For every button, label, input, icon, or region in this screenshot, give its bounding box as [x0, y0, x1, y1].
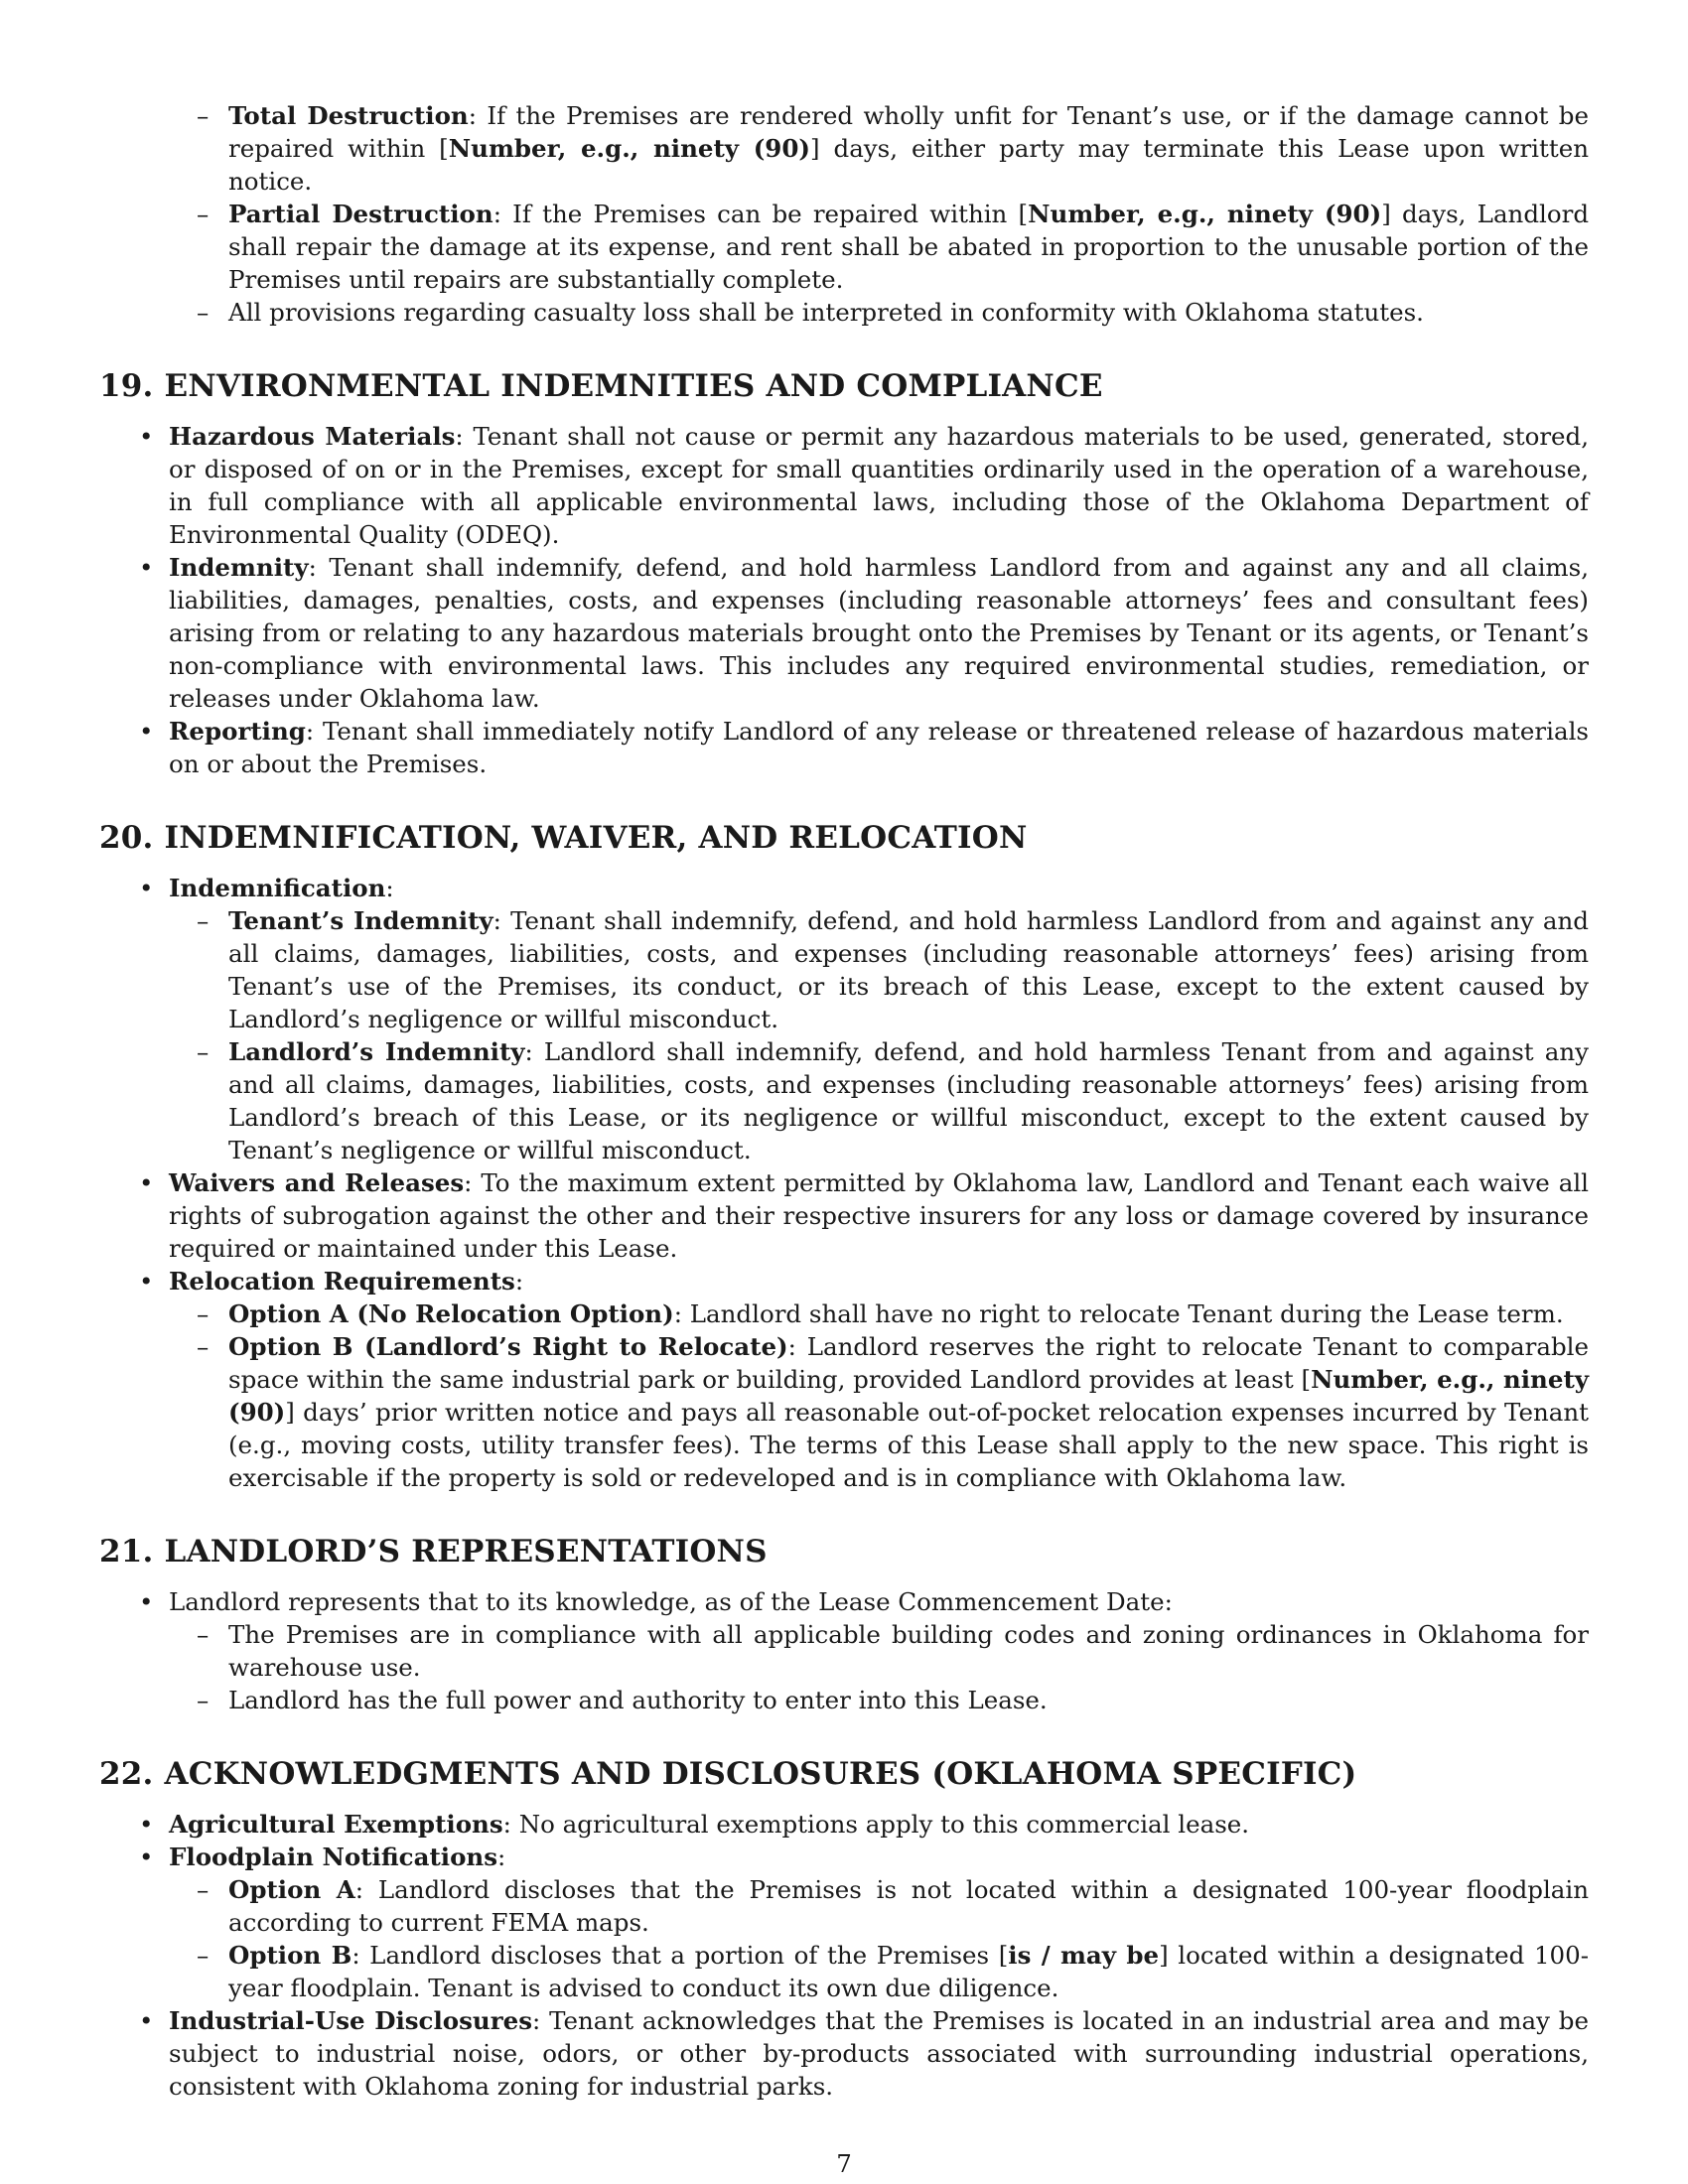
list-item: • Industrial-Use Disclosures: Tenant acknowledges that the Premises is located in an industrial area and may be subject to industrial noise, odors, or other by-products associated with surrounding industrial operations, consistent with Oklahoma zoning for industrial parks.	[99, 2004, 1589, 2103]
page-number: 7	[836, 2149, 852, 2178]
list-item: – The Premises are in compliance with all applicable building codes and zoning ordinances in Oklahoma for warehouse use.	[99, 1618, 1589, 1684]
casualty-list	[99, 99, 1589, 329]
indemnification-sublist	[169, 904, 1589, 1166]
section-21-heading: 21. LANDLORD’S REPRESENTATIONS	[99, 1534, 768, 1570]
relocation-sublist	[169, 1297, 1589, 1494]
section-19-heading: 19. ENVIRONMENTAL INDEMNITIES AND COMPLIANCE	[99, 368, 1103, 404]
list-item: • Relocation Requirements: – Option A (No Relocation Option): Landlord shall have no right to relocate Tenant during the Lease term. – Option B (Landlord’s Right to Relocate): Landlord reserves the right to relocate Tenant to comparable space within the same industrial park or building, provided Landlord provides at least [Number, e.g., ninety (90)] days’ prior written notice and pays all reasonable out-of-pocket relocation expenses incurred by Tenant (e.g., moving costs, utility transfer fees). The terms of this Lease shall apply to the new space. This right is exercisable if the property is sold or redeveloped and is in compliance with Oklahoma law.	[99, 1265, 1589, 1494]
list-item: – Landlord’s Indemnity: Landlord shall indemnify, defend, and hold harmless Tenant from and against any and all claims, damages, liabilities, costs, and expenses (including reasonable attorneys’ fees) arising from Landlord’s breach of this Lease, or its negligence or willful misconduct, except to the extent caused by Tenant’s negligence or willful misconduct.	[99, 1035, 1589, 1166]
list-item: • Waivers and Releases: To the maximum extent permitted by Oklahoma law, Landlord and Tenant each waive all rights of subrogation against the other and their respective insurers for any loss or damage covered by insurance required or maintained under this Lease.	[99, 1166, 1589, 1265]
section-22-list	[99, 1808, 1589, 2103]
list-item: – Option B (Landlord’s Right to Relocate): Landlord reserves the right to relocate Tenant to comparable space within the same industrial park or building, provided Landlord provides at least [Number, e.g., ninety (90)] days’ prior written notice and pays all reasonable out-of-pocket relocation expenses incurred by Tenant (e.g., moving costs, utility transfer fees). The terms of this Lease shall apply to the new space. This right is exercisable if the property is sold or redeveloped and is in compliance with Oklahoma law.	[99, 1330, 1589, 1494]
list-item: • Floodplain Notifications: – Option A: Landlord discloses that the Premises is not located within a designated 100-year floodplain according to current FEMA maps. – Option B: Landlord discloses that a portion of the Premises [is / may be] located within a designated 100-year floodplain. Tenant is advised to conduct its own due diligence.	[99, 1841, 1589, 2004]
list-item: • Agricultural Exemptions: No agricultural exemptions apply to this commercial lease.	[99, 1808, 1589, 1841]
list-item: – Tenant’s Indemnity: Tenant shall indemnify, defend, and hold harmless Landlord from and against any and all claims, damages, liabilities, costs, and expenses (including reasonable attorneys’ fees) arising from Tenant’s use of the Premises, its conduct, or its breach of this Lease, except to the extent caused by Landlord’s negligence or willful misconduct.	[99, 904, 1589, 1035]
list-item: • Reporting: Tenant shall immediately notify Landlord of any release or threatened release of hazardous materials on or about the Premises.	[99, 715, 1589, 780]
list-item: – Total Destruction: If the Premises are rendered wholly unfit for Tenant’s use, or if the damage cannot be repaired within [Number, e.g., ninety (90)] days, either party may terminate this Lease upon written notice.	[99, 99, 1589, 198]
list-item: • Indemnity: Tenant shall indemnify, defend, and hold harmless Landlord from and against any and all claims, liabilities, damages, penalties, costs, and expenses (including reasonable attorneys’ fees and consultant fees) arising from or relating to any hazardous materials brought onto the Premises by Tenant or its agents, or Tenant’s non-compliance with environmental laws. This includes any required environmental studies, remediation, or releases under Oklahoma law.	[99, 551, 1589, 715]
list-item: – Option B: Landlord discloses that a portion of the Premises [is / may be] located within a designated 100-year floodplain. Tenant is advised to conduct its own due diligence.	[99, 1939, 1589, 2004]
list-item: – Partial Destruction: If the Premises can be repaired within [Number, e.g., ninety (90)] days, Landlord shall repair the damage at its expense, and rent shall be abated in proportion to the unusable portion of the Premises until repairs are substantially complete.	[99, 198, 1589, 296]
representations-sublist	[169, 1618, 1589, 1716]
floodplain-sublist	[169, 1873, 1589, 2004]
list-item: • Landlord represents that to its knowledge, as of the Lease Commencement Date: – The Premises are in compliance with all applicable building codes and zoning ordinances in Oklahoma for warehouse use. – Landlord has the full power and authority to enter into this Lease.	[99, 1585, 1589, 1716]
list-item: • Hazardous Materials: Tenant shall not cause or permit any hazardous materials to be used, generated, stored, or disposed of on or in the Premises, except for small quantities ordinarily used in the operation of a warehouse, in full compliance with all applicable environmental laws, including those of the Oklahoma Department of Environmental Quality (ODEQ).	[99, 420, 1589, 551]
list-item: – Option A: Landlord discloses that the Premises is not located within a designated 100-year floodplain according to current FEMA maps.	[99, 1873, 1589, 1939]
list-item: • Indemnification: – Tenant’s Indemnity: Tenant shall indemnify, defend, and hold harmless Landlord from and against any and all claims, damages, liabilities, costs, and expenses (including reasonable attorneys’ fees) arising from Tenant’s use of the Premises, its conduct, or its breach of this Lease, except to the extent caused by Landlord’s negligence or willful misconduct. – Landlord’s Indemnity: Landlord shall indemnify, defend, and hold harmless Tenant from and against any and all claims, damages, liabilities, costs, and expenses (including reasonable attorneys’ fees) arising from Landlord’s breach of this Lease, or its negligence or willful misconduct, except to the extent caused by Tenant’s negligence or willful misconduct.	[99, 872, 1589, 1166]
document-page	[99, 99, 1589, 2103]
section-22-heading: 22. ACKNOWLEDGMENTS AND DISCLOSURES (OKLAHOMA SPECIFIC)	[99, 1756, 1357, 1792]
list-item: – Landlord has the full power and authority to enter into this Lease.	[99, 1684, 1589, 1716]
section-20-heading: 20. INDEMNIFICATION, WAIVER, AND RELOCATION	[99, 820, 1028, 856]
section-21-list	[99, 1585, 1589, 1716]
list-item: – All provisions regarding casualty loss shall be interpreted in conformity with Oklahoma statutes.	[99, 296, 1589, 329]
list-item: – Option A (No Relocation Option): Landlord shall have no right to relocate Tenant during the Lease term.	[99, 1297, 1589, 1330]
section-19-list	[99, 420, 1589, 780]
section-20-list	[99, 872, 1589, 1494]
